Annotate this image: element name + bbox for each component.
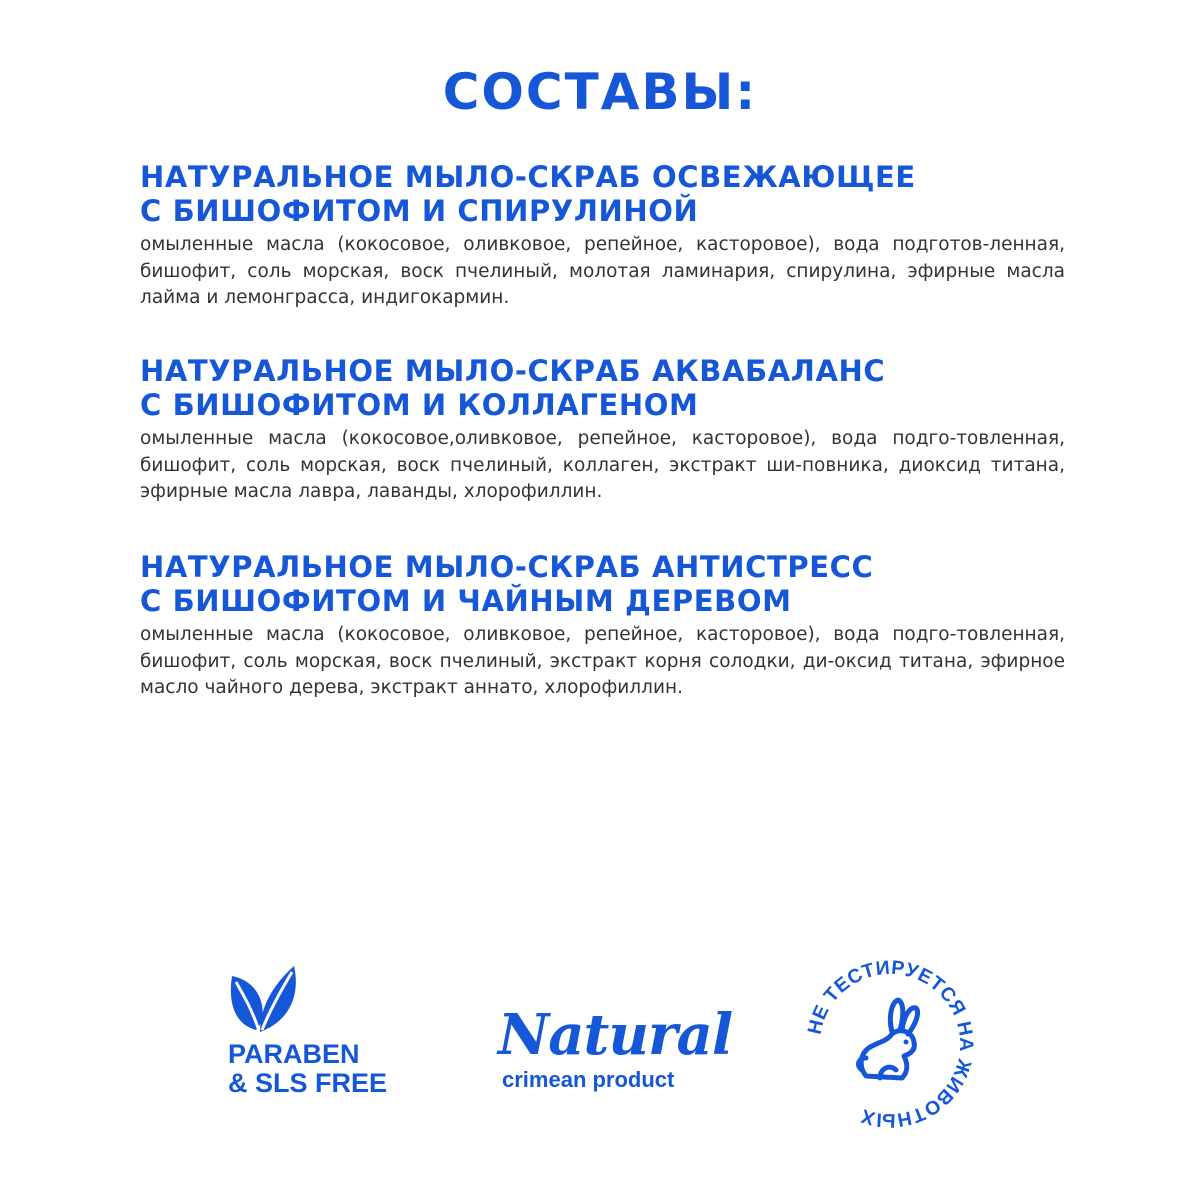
product-title-line: НАТУРАЛЬНОЕ МЫЛО-СКРАБ ОСВЕЖАЮЩЕЕ [140,160,916,194]
product-ingredients: омыленные масла (кокосовое, оливковое, репейное, касторовое), вода подго-товленная, бишофит, соль морская, воск пчелиный, экстракт корня солодки, ди-оксид титана, эфирное масло чайного дерева, экстракт аннато, хлорофиллин. [140,624,1065,698]
product-title [140,550,1065,618]
rabbit-eye [904,1040,909,1045]
product-title-line: С БИШОФИТОМ И КОЛЛАГЕНОМ [140,388,699,422]
leaf-icon [226,962,298,1034]
free-badge-line: & SLS FREE [228,1068,388,1098]
natural-subtitle: crimean product [502,1067,675,1092]
free-badge-text [228,1040,387,1098]
product-title-line: НАТУРАЛЬНОЕ МЫЛО-СКРАБ АНТИСТРЕСС [140,550,874,584]
product-title-line: С БИШОФИТОМ И ЧАЙНЫМ ДЕРЕВОМ [140,584,792,618]
product-section [140,354,1065,506]
paraben-sls-free-badge [226,962,406,1102]
product-title-line: НАТУРАЛЬНОЕ МЫЛО-СКРАБ АКВАБАЛАНС [140,354,886,388]
cruelty-free-stamp [800,954,980,1134]
product-ingredients: омыленные масла (кокосовое, оливковое, репейное, касторовое), вода подготов-ленная, бишофит, соль морская, воск пчелиный, молотая ламинария, спирулина, эфирные масла лайма и лемонграсса, индигокармин. [140,234,1065,308]
product-title-line: С БИШОФИТОМ И СПИРУЛИНОЙ [140,194,699,228]
natural-product-badge [490,1002,733,1103]
rabbit-icon [859,1000,918,1078]
stamp-ring-text [804,957,977,1132]
free-badge-line: PARABEN [228,1039,360,1069]
natural-logo-text: Natural [498,1002,733,1068]
product-section [140,550,1065,702]
product-ingredients: омыленные масла (кокосовое,оливковое, репейное, касторовое), вода подго-товленная, бишофит, соль морская, воск пчелиный, коллаген, экстракт ши-повника, диоксид титана, эфирные масла лавра, лаванды, хлорофиллин. [140,428,1065,502]
stamp-ring-textpath: НЕ ТЕСТИРУЕТСЯ НА ЖИВОТНЫХ [803,956,978,1132]
product-title [140,160,1065,228]
product-section [140,160,1065,312]
product-title [140,354,1065,422]
page-title: СОСТАВЫ: [442,63,758,121]
cruelty-free-stamp-graphic [800,954,980,1134]
